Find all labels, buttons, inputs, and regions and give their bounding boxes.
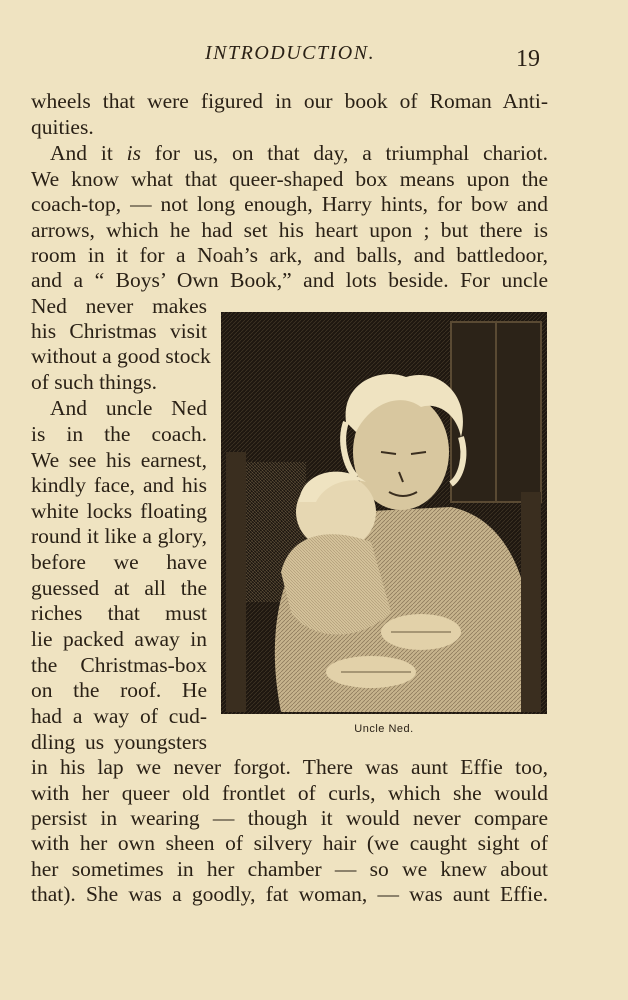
text-line: on the roof. He (31, 678, 207, 702)
text-line: white locks floating (31, 499, 207, 523)
text-line: room in it for a Noah’s ark, and balls, and battledoor, (31, 243, 548, 267)
text-line: in his lap we never forgot. There was aunt Effie too, (31, 755, 548, 779)
text-line: arrows, which he had set his heart upon ; but there is (31, 218, 548, 242)
text-line: quities. (31, 115, 94, 139)
page-number: 19 (516, 46, 540, 72)
text-line: had a way of cud- (31, 704, 207, 728)
text-line: riches that must (31, 601, 207, 625)
engraving-artwork (221, 312, 547, 714)
text-line: is in the coach. (31, 422, 207, 446)
text-line: lie packed away in (31, 627, 207, 651)
page-header (0, 40, 628, 80)
text-line: persist in wearing — though it would never compare (31, 806, 548, 830)
engraving-illustration (221, 312, 547, 714)
text-segment: for us, on that day, a triumphal chariot. (154, 141, 549, 165)
text-line: And uncle Ned (50, 396, 207, 420)
text-line: round it like a glory, (31, 524, 207, 548)
italic-emphasis: is (126, 141, 141, 165)
text-line (50, 143, 548, 165)
text-line: his Christmas visit (31, 319, 207, 343)
text-line: without a good stock (31, 344, 211, 368)
text-line: the Christmas-box (31, 653, 207, 677)
text-line: kindly face, and his (31, 473, 207, 497)
text-line: and a “ Boys’ Own Book,” and lots beside. For uncle (31, 268, 548, 292)
text-line: guessed at all the (31, 576, 207, 600)
text-line: coach-top, — not long enough, Harry hints, for bow and (31, 192, 548, 216)
text-line: wheels that were figured in our book of Roman Anti- (31, 89, 548, 113)
text-line: before we have (31, 550, 207, 574)
text-segment: And it (50, 141, 113, 165)
running-head: INTRODUCTION. (205, 42, 376, 64)
text-line: We know what that queer-shaped box means upon the (31, 167, 548, 191)
text-line: of such things. (31, 370, 158, 394)
text-line: that). She was a goodly, fat woman, — was aunt Effie. (31, 882, 548, 906)
text-line: dling us youngsters (31, 730, 207, 754)
text-line: Ned never makes (31, 294, 207, 318)
figure-caption: Uncle Ned. (354, 723, 414, 735)
text-line: her sometimes in her chamber — so we knew about (31, 857, 548, 881)
text-line: with her queer old frontlet of curls, which she would (31, 781, 548, 805)
text-line: We see his earnest, (31, 448, 207, 472)
text-line: with her own sheen of silvery hair (we caught sight of (31, 831, 548, 855)
